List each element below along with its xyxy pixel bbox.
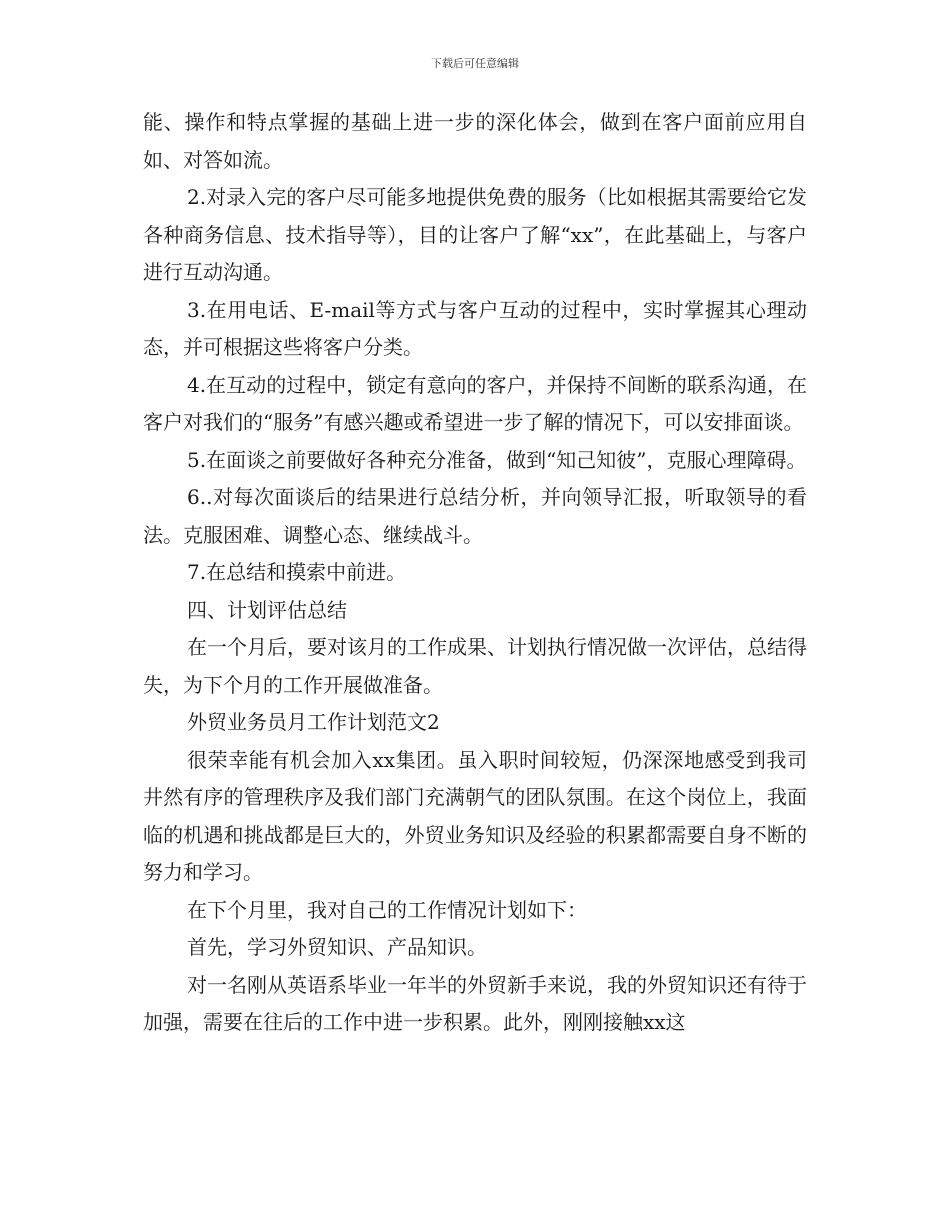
paragraph: 首先，学习外贸知识、产品知识。 (187, 935, 487, 959)
paragraph: 对一名刚从英语系毕业一年半的外贸新手来说，我的外贸知识还有待于加强，需要在往后的工作中进一步积累。此外，刚刚接触xx这 (143, 972, 807, 1034)
paragraph: 能、操作和特点掌握的基础上进一步的深化体会，做到在客户面前应用自如、对答如流。 (143, 110, 807, 172)
paragraph: 5.在面谈之前要做好各种充分准备，做到“知己知彼”，克服心理障碍。 (187, 447, 807, 472)
paragraph: 很荣幸能有机会加入xx集团。虽入职时间较短，仍深深地感受到我司井然有序的管理秩序及我们部门充满朝气的团队氛围。在这个岗位上，我面临的机遇和挑战都是巨大的，外贸业务知识及经验的积累都需要自身不断的努力和学习。 (143, 747, 807, 884)
paragraph: 在下个月里，我对自己的工作情况计划如下： (187, 897, 587, 922)
document-body (143, 104, 807, 1042)
section-title: 外贸业务员月工作计划范文2 (187, 710, 440, 734)
section-heading: 四、计划评估总结 (187, 597, 347, 622)
paragraph: 3.在用电话、E-mail等方式与客户互动的过程中，实时掌握其心理动态，并可根据这些将客户分类。 (143, 297, 807, 359)
paragraph: 6..对每次面谈后的结果进行总结分析，并向领导汇报，听取领导的看法。克服困难、调整心态、继续战斗。 (143, 485, 807, 547)
paragraph: 2.对录入完的客户尽可能多地提供免费的服务（比如根据其需要给它发各种商务信息、技术指导等），目的让客户了解“xx”，在此基础上，与客户进行互动沟通。 (143, 185, 807, 284)
paragraph: 在一个月后，要对该月的工作成果、计划执行情况做一次评估，总结得失，为下个月的工作开展做准备。 (143, 635, 807, 697)
page-header: 下载后可任意编辑 (431, 57, 519, 70)
paragraph: 4.在互动的过程中，锁定有意向的客户，并保持不间断的联系沟通，在客户对我们的“服务”有感兴趣或希望进一步了解的情况下，可以安排面谈。 (143, 372, 807, 434)
paragraph: 7.在总结和摸索中前进。 (187, 560, 407, 584)
